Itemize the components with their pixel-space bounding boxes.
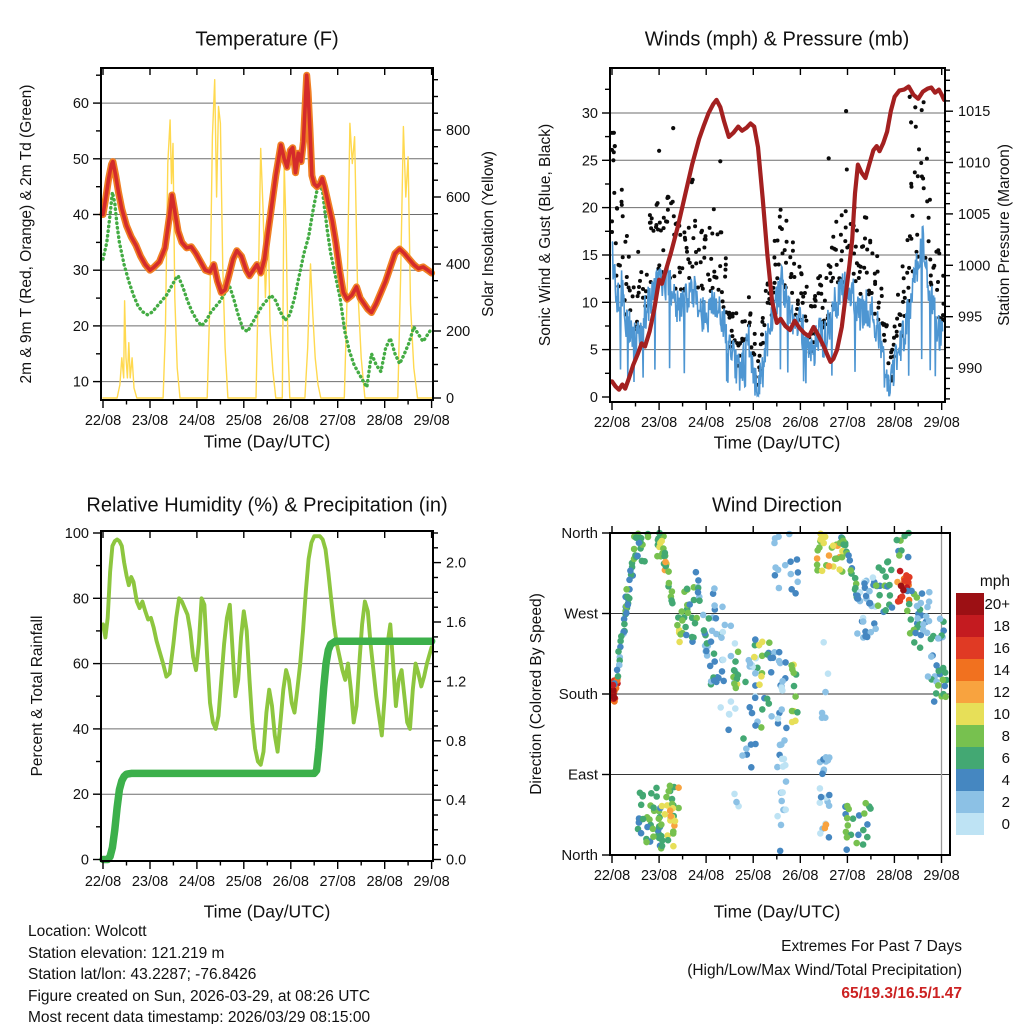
svg-text:28/08: 28/08 [366, 413, 403, 429]
panel-title-winds-pressure: Winds (mph) & Pressure (mb) [644, 28, 910, 51]
svg-text:29/08: 29/08 [923, 868, 960, 884]
svg-text:23/08: 23/08 [640, 868, 678, 884]
extremes-subtitle: (High/Low/Max Wind/Total Precipitation) [687, 961, 962, 979]
svg-text:South: South [558, 686, 598, 703]
svg-text:1005: 1005 [958, 206, 991, 223]
svg-text:400: 400 [446, 256, 471, 273]
yaxis-label-solar-right: Solar Insolation (Yellow) [480, 151, 497, 317]
svg-text:1.6: 1.6 [446, 615, 467, 632]
svg-text:10: 10 [72, 374, 89, 391]
svg-text:North: North [561, 847, 598, 864]
svg-text:North: North [561, 525, 598, 542]
svg-text:22/08: 22/08 [593, 868, 631, 884]
most-recent-data-timestamp: Most recent data timestamp: 2026/03/29 08:15:00 [28, 1009, 371, 1024]
extremes-block [687, 935, 962, 1006]
extremes-values: 65/19.3/16.5/1.47 [841, 985, 962, 1002]
svg-text:25/08: 25/08 [735, 868, 772, 884]
svg-text:0.4: 0.4 [446, 793, 467, 810]
svg-text:20+: 20+ [984, 596, 1010, 613]
svg-text:28/08: 28/08 [876, 868, 913, 884]
svg-text:600: 600 [446, 189, 471, 206]
svg-text:29/08: 29/08 [413, 413, 450, 429]
svg-text:50: 50 [72, 151, 89, 168]
svg-text:8: 8 [1001, 728, 1010, 745]
svg-text:15: 15 [581, 247, 598, 264]
svg-text:60: 60 [72, 656, 89, 673]
svg-text:25/08: 25/08 [735, 415, 772, 431]
axis-tick-labels-panel-4 [559, 525, 960, 884]
svg-text:1010: 1010 [958, 155, 991, 172]
xaxis-label-winds: Time (Day/UTC) [713, 432, 841, 453]
total-rainfall-series [103, 641, 432, 859]
svg-text:25: 25 [581, 153, 598, 170]
svg-text:995: 995 [958, 309, 983, 326]
svg-text:27/08: 27/08 [829, 868, 866, 884]
yaxis-label-percent-rainfall: Percent & Total Rainfall [29, 615, 46, 777]
svg-text:20: 20 [72, 787, 89, 804]
relative-humidity-series [103, 536, 432, 765]
svg-text:16: 16 [993, 640, 1010, 657]
svg-text:22/08: 22/08 [593, 415, 631, 431]
svg-text:23/08: 23/08 [131, 874, 169, 890]
svg-text:100: 100 [64, 525, 89, 542]
svg-text:1015: 1015 [958, 104, 991, 121]
svg-text:2: 2 [1001, 794, 1010, 811]
gridlines-panel-4 [610, 614, 950, 775]
svg-text:40: 40 [72, 207, 89, 224]
svg-text:27/08: 27/08 [319, 413, 356, 429]
xaxis-label-temperature: Time (Day/UTC) [203, 431, 331, 452]
svg-text:24/08: 24/08 [178, 413, 216, 429]
yaxis-label-pressure-right: Station Pressure (Maroon) [996, 144, 1013, 326]
xaxis-label-wind-direction: Time (Day/UTC) [713, 901, 841, 922]
svg-text:28/08: 28/08 [876, 415, 913, 431]
svg-text:26/08: 26/08 [782, 415, 819, 431]
station-latlon: Station lat/lon: 43.2287; -76.8426 [28, 966, 257, 983]
extremes-title: Extremes For Past 7 Days [781, 938, 962, 955]
svg-text:6: 6 [1001, 750, 1010, 767]
svg-text:2.0: 2.0 [446, 555, 467, 572]
svg-text:29/08: 29/08 [923, 415, 960, 431]
svg-text:24/08: 24/08 [688, 415, 725, 431]
sonic-wind-series [612, 227, 943, 396]
svg-text:18: 18 [993, 618, 1010, 635]
svg-text:800: 800 [446, 122, 471, 139]
svg-text:14: 14 [993, 662, 1010, 679]
svg-text:22/08: 22/08 [84, 413, 122, 429]
svg-text:10: 10 [993, 706, 1010, 723]
xaxis-label-humidity: Time (Day/UTC) [203, 901, 331, 922]
svg-text:0: 0 [80, 852, 89, 869]
axis-tick-labels-panel-2 [582, 104, 990, 431]
svg-text:20: 20 [72, 318, 89, 335]
svg-text:1.2: 1.2 [446, 674, 467, 691]
svg-text:0: 0 [446, 390, 455, 407]
svg-text:mph: mph [979, 573, 1010, 590]
svg-text:0.8: 0.8 [446, 733, 467, 750]
svg-text:40: 40 [72, 721, 89, 738]
svg-text:990: 990 [958, 361, 983, 378]
svg-text:24/08: 24/08 [687, 868, 725, 884]
svg-text:23/08: 23/08 [640, 415, 678, 431]
svg-text:5: 5 [589, 342, 598, 359]
svg-text:30: 30 [72, 263, 89, 280]
svg-text:West: West [564, 605, 598, 623]
temperature-2m-series [103, 75, 432, 312]
speed-colorbar-labels [980, 573, 1010, 833]
svg-text:80: 80 [72, 591, 89, 608]
yaxis-label-direction: Direction (Colored By Speed) [528, 593, 545, 795]
svg-text:24/08: 24/08 [178, 874, 216, 890]
svg-text:12: 12 [993, 684, 1010, 701]
svg-text:4: 4 [1001, 772, 1010, 789]
svg-text:East: East [567, 766, 598, 784]
svg-text:26/08: 26/08 [782, 868, 819, 884]
svg-text:23/08: 23/08 [131, 413, 169, 429]
station-location: Location: Wolcott [28, 923, 147, 940]
svg-text:28/08: 28/08 [366, 874, 403, 890]
svg-text:22/08: 22/08 [84, 874, 122, 890]
svg-text:200: 200 [446, 323, 471, 340]
svg-text:26/08: 26/08 [272, 874, 309, 890]
station-elevation: Station elevation: 121.219 m [28, 944, 225, 962]
figure-created-timestamp: Figure created on Sun, 2026-03-29, at 08:26 UTC [28, 987, 371, 1005]
svg-text:27/08: 27/08 [319, 874, 356, 890]
speed-colorbar [956, 593, 984, 835]
svg-text:20: 20 [581, 200, 598, 217]
yaxis-label-temperature-left: 2m & 9m T (Red, Orange) & 2m Td (Green) [18, 84, 35, 384]
panel-title-temperature: Temperature (F) [195, 28, 339, 51]
wind-direction-dots [609, 530, 950, 855]
svg-text:25/08: 25/08 [225, 874, 262, 890]
yaxis-label-wind-left: Sonic Wind & Gust (Blue, Black) [537, 123, 554, 347]
svg-text:29/08: 29/08 [413, 874, 450, 890]
svg-text:26/08: 26/08 [272, 413, 309, 429]
svg-text:25/08: 25/08 [225, 413, 262, 429]
station-info [28, 921, 370, 1024]
svg-text:1000: 1000 [958, 258, 991, 275]
svg-text:0.0: 0.0 [446, 852, 467, 869]
svg-text:0: 0 [1001, 816, 1010, 833]
svg-text:10: 10 [581, 295, 598, 312]
svg-text:60: 60 [72, 96, 89, 113]
svg-text:30: 30 [581, 105, 598, 122]
temperature-9m-series [103, 75, 432, 312]
panel-title-wind-direction: Wind Direction [711, 494, 843, 517]
panel-title-humidity-precip: Relative Humidity (%) & Precipitation (in) [86, 494, 448, 517]
wind-gust-dots [610, 92, 946, 387]
svg-text:0: 0 [589, 389, 598, 406]
svg-text:27/08: 27/08 [829, 415, 866, 431]
